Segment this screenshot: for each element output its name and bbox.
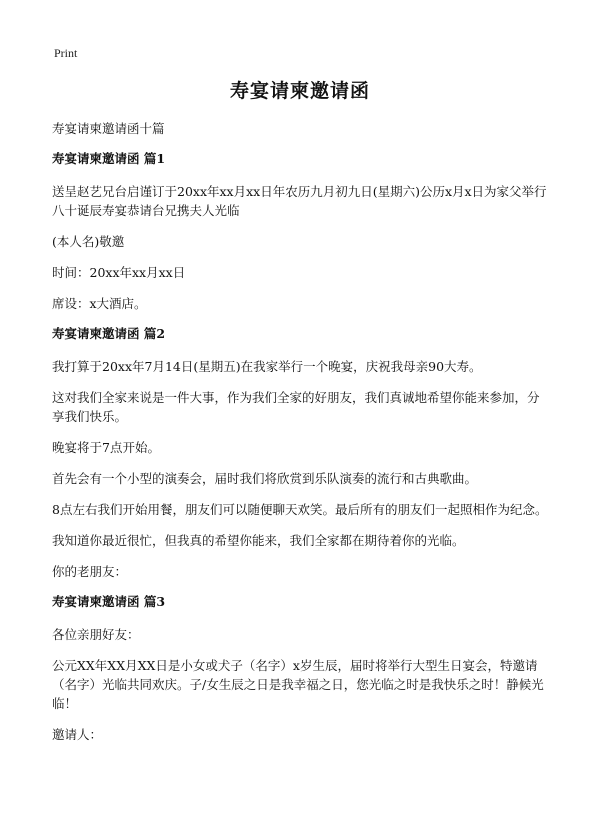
section-heading-1: 寿宴请柬邀请函 篇1 [52, 151, 166, 166]
section-1-paragraph: 时间：20xx年xx月xx日 [52, 265, 186, 280]
section-2-paragraph: 晚宴将于7点开始。 [52, 440, 160, 455]
section-2-paragraph: 我打算于20xx年7月14日(星期五)在我家举行一个晚宴，庆祝我母亲90大寿。 [52, 359, 482, 374]
section-1-paragraph: 席设：x大酒店。 [52, 296, 147, 311]
section-3-paragraph: 邀请人： [52, 727, 103, 742]
page-title: 寿宴请柬邀请函 [229, 80, 370, 102]
intro-text: 寿宴请柬邀请函十篇 [52, 121, 165, 136]
print-label: Print [54, 46, 78, 60]
section-2-paragraph: 这对我们全家来说是一件大事，作为我们全家的好朋友，我们真诚地希望你能来参加，分享我们快乐。 [52, 390, 540, 424]
section-heading-2: 寿宴请柬邀请函 篇2 [52, 326, 166, 341]
section-2-paragraph: 你的老朋友： [52, 564, 128, 579]
section-1-paragraph: 送呈赵艺兄台启谨订于20xx年xx月xx日年农历九月初九日(星期六)公历x月x日为家父举行八十诞辰寿宴恭请台兄携夫人光临 [52, 184, 547, 218]
section-2-paragraph: 我知道你最近很忙，但我真的希望你能来，我们全家都在期待着你的光临。 [52, 533, 465, 548]
section-3-paragraph: 公元XX年XX月XX日是小女或犬子（名字）x岁生辰，届时将举行大型生日宴会，特邀请（名字）光临共同欢庆。子/女生辰之日是我幸福之日，您光临之时是我快乐之时！静候光临！ [52, 658, 544, 711]
section-2-paragraph: 首先会有一个小型的演奏会，届时我们将欣赏到乐队演奏的流行和古典歌曲。 [52, 471, 478, 486]
section-2-paragraph: 8点左右我们开始用餐，朋友们可以随便聊天欢笑。最后所有的朋友们一起照相作为纪念。 [52, 502, 548, 517]
section-heading-3: 寿宴请柬邀请函 篇3 [52, 594, 166, 609]
section-1-paragraph: (本人名)敬邀 [52, 234, 125, 249]
section-3-paragraph: 各位亲朋好友： [52, 627, 140, 642]
